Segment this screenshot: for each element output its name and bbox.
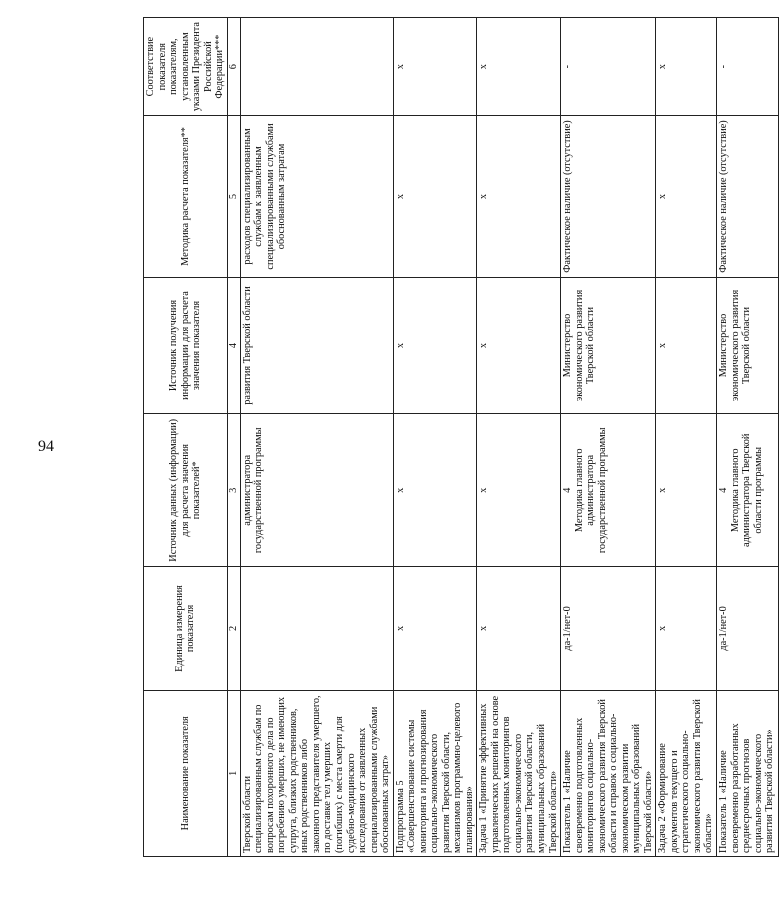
table-cell: 2: [227, 567, 240, 690]
table-row: [656, 18, 717, 857]
table-cell: Министерство экономического развития Тверской области: [716, 277, 778, 414]
table-cell: Соответствие показателя показателям, установленным указами Президента Российской Федерации***: [144, 18, 228, 116]
table-cell: -: [561, 18, 656, 116]
table-cell: x: [393, 567, 477, 690]
table-cell: Источник получения информации для расчета значения показателя: [144, 277, 228, 414]
table-cell: Задача 2 «Формирование документов текущего и стратегического социально-экономического развития Тверской области»: [656, 690, 717, 856]
table-cell: Показатель 1 «Наличие своевременно разработанных среднесрочных прогнозов социально-экономического развития Тверской области»: [716, 690, 778, 856]
table-row: [561, 18, 656, 857]
table-cell: администратора государственной программы: [240, 414, 393, 567]
table-body: [144, 18, 779, 857]
table-cell: x: [393, 414, 477, 567]
table-cell: 5: [227, 116, 240, 277]
table-cell: [240, 567, 393, 690]
table-cell: Тверской области специализированным службам по вопросам похоронного дела по погребению умерших, не имеющих супруга, близких родственников, иных родственников либо законного представителя умершего, по доставке тел умерших (погибших) с места смерти для судебно-медицинского исследования от заявленных специализированными службами обоснованных затрат»: [240, 690, 393, 856]
table-cell: 4 Методика главного администратора Тверской области программы: [716, 414, 778, 567]
table-cell: расходов специализированным службам к заявленным специализированными службами обоснованным затратам: [240, 116, 393, 277]
table-cell: Фактическое наличие (отсутствие): [561, 116, 656, 277]
table-cell: x: [477, 277, 561, 414]
table-cell: x: [393, 277, 477, 414]
table-cell: x: [656, 414, 717, 567]
table-cell: x: [393, 18, 477, 116]
table-cell: x: [477, 414, 561, 567]
table-cell: [240, 18, 393, 116]
table-cell: да-1/нет-0: [716, 567, 778, 690]
table-cell: 1: [227, 690, 240, 856]
table-cell: x: [477, 18, 561, 116]
table-cell: Министерство экономического развития Тверской области: [561, 277, 656, 414]
table-cell: Задача 1 «Принятие эффективных управленческих решений на основе подготовленных мониторингов социально-экономического развития Тверской области, муниципальных образований Тверской области»: [477, 690, 561, 856]
table-cell: Источник данных (информации) для расчета значения показателей*: [144, 414, 228, 567]
table-cell: Наименование показателя: [144, 690, 228, 856]
table-cell: 4 Методика главного администратора государственной программы: [561, 414, 656, 567]
table-cell: Показатель 1 «Наличие своевременно подготовленных мониторингов социально-экономического развития Тверской области и справок о социально-экономическом развитии муниципальных образований Тверской области»: [561, 690, 656, 856]
table-cell: x: [656, 567, 717, 690]
table-cell: x: [477, 567, 561, 690]
table-cell: Фактическое наличие (отсутствие): [716, 116, 778, 277]
table-row: [477, 18, 561, 857]
table-row: [393, 18, 477, 857]
table-cell: Подпрограмма 5 «Совершенствование системы мониторинга и прогнозирования социально-экономического развития Тверской области, механизмов программно-целевого планирования»: [393, 690, 477, 856]
table-cell: развития Тверской области: [240, 277, 393, 414]
table-cell: 4: [227, 277, 240, 414]
table-cell: Методика расчета показателя**: [144, 116, 228, 277]
table-cell: x: [477, 116, 561, 277]
column-number-row: [227, 18, 240, 857]
table-row: [240, 18, 393, 857]
header-row: [144, 18, 228, 857]
table-cell: -: [716, 18, 778, 116]
page-number: 94: [38, 438, 54, 455]
table-cell: 3: [227, 414, 240, 567]
table-cell: 6: [227, 18, 240, 116]
table-cell: x: [656, 277, 717, 414]
indicator-table: [143, 17, 779, 857]
table-cell: да-1/нет-0: [561, 567, 656, 690]
table-cell: x: [393, 116, 477, 277]
table-cell: x: [656, 116, 717, 277]
rotated-table-wrapper: [143, 17, 776, 857]
table-cell: Единица измерения показателя: [144, 567, 228, 690]
table-cell: x: [656, 18, 717, 116]
table-row: [716, 18, 778, 857]
